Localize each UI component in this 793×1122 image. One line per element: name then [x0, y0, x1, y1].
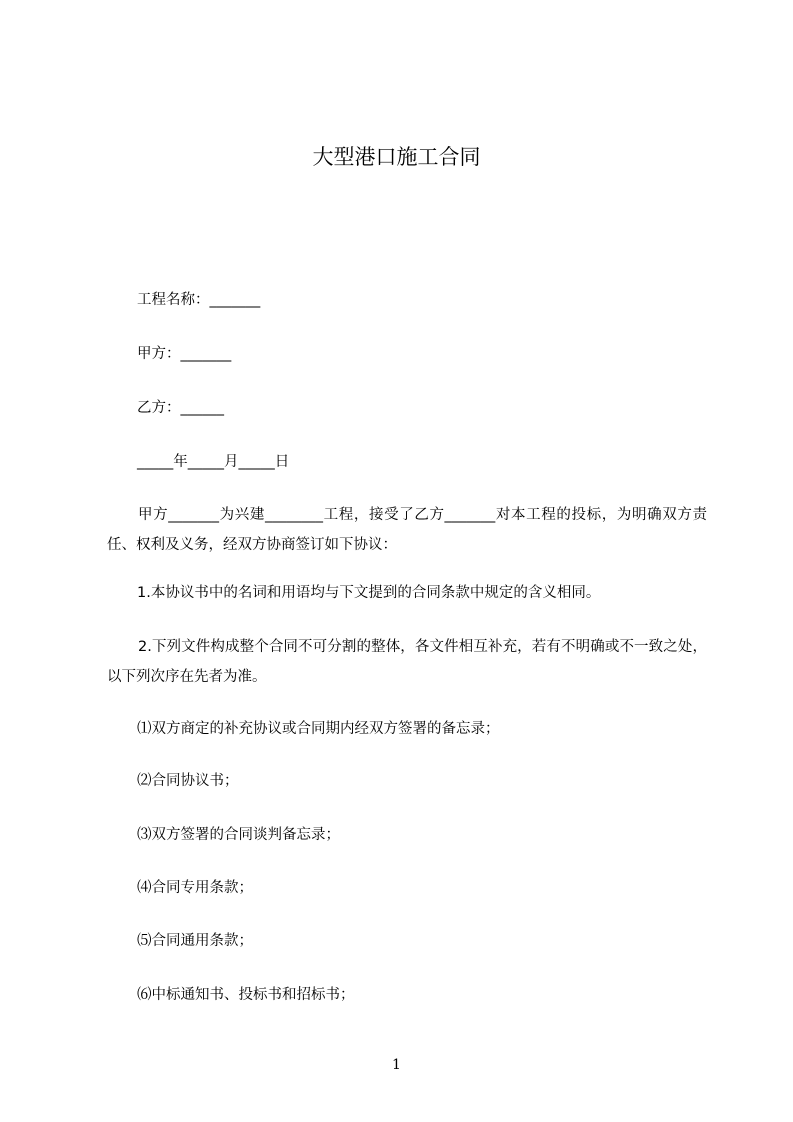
list-item: ⑷合同专用条款；: [137, 880, 253, 896]
preamble-paragraph: 甲方_______为兴建________工程，接受了乙方_______对本工程的投标，为明确双方责任、权利及义务，经双方协商签订如下协议：: [107, 507, 707, 553]
clause-1: 1.本协议书中的名词和用语均与下文提到的合同条款中规定的含义相同。: [137, 585, 601, 601]
party-b-field: 乙方：______: [137, 400, 224, 416]
clause-2: 2.下列文件构成整个合同不可分割的整体，各文件相互补充，若有不明确或不一致之处，以下列次序在先者为准。: [107, 639, 707, 685]
project-name-field: 工程名称：_______: [137, 292, 261, 308]
signing-date-field: _____年_____月_____日: [137, 454, 290, 470]
list-item: ⑹中标通知书、投标书和招标书；: [137, 987, 355, 1003]
document-title: 大型港口施工合同: [312, 145, 481, 169]
page-number: 1: [392, 1057, 401, 1073]
list-item: ⑸合同通用条款；: [137, 933, 253, 949]
party-a-field: 甲方：_______: [137, 346, 232, 362]
list-item: ⑶双方签署的合同谈判备忘录；: [137, 827, 340, 843]
list-item: ⑵合同协议书；: [137, 773, 239, 789]
list-item: ⑴双方商定的补充协议或合同期内经双方签署的备忘录；: [137, 721, 500, 737]
